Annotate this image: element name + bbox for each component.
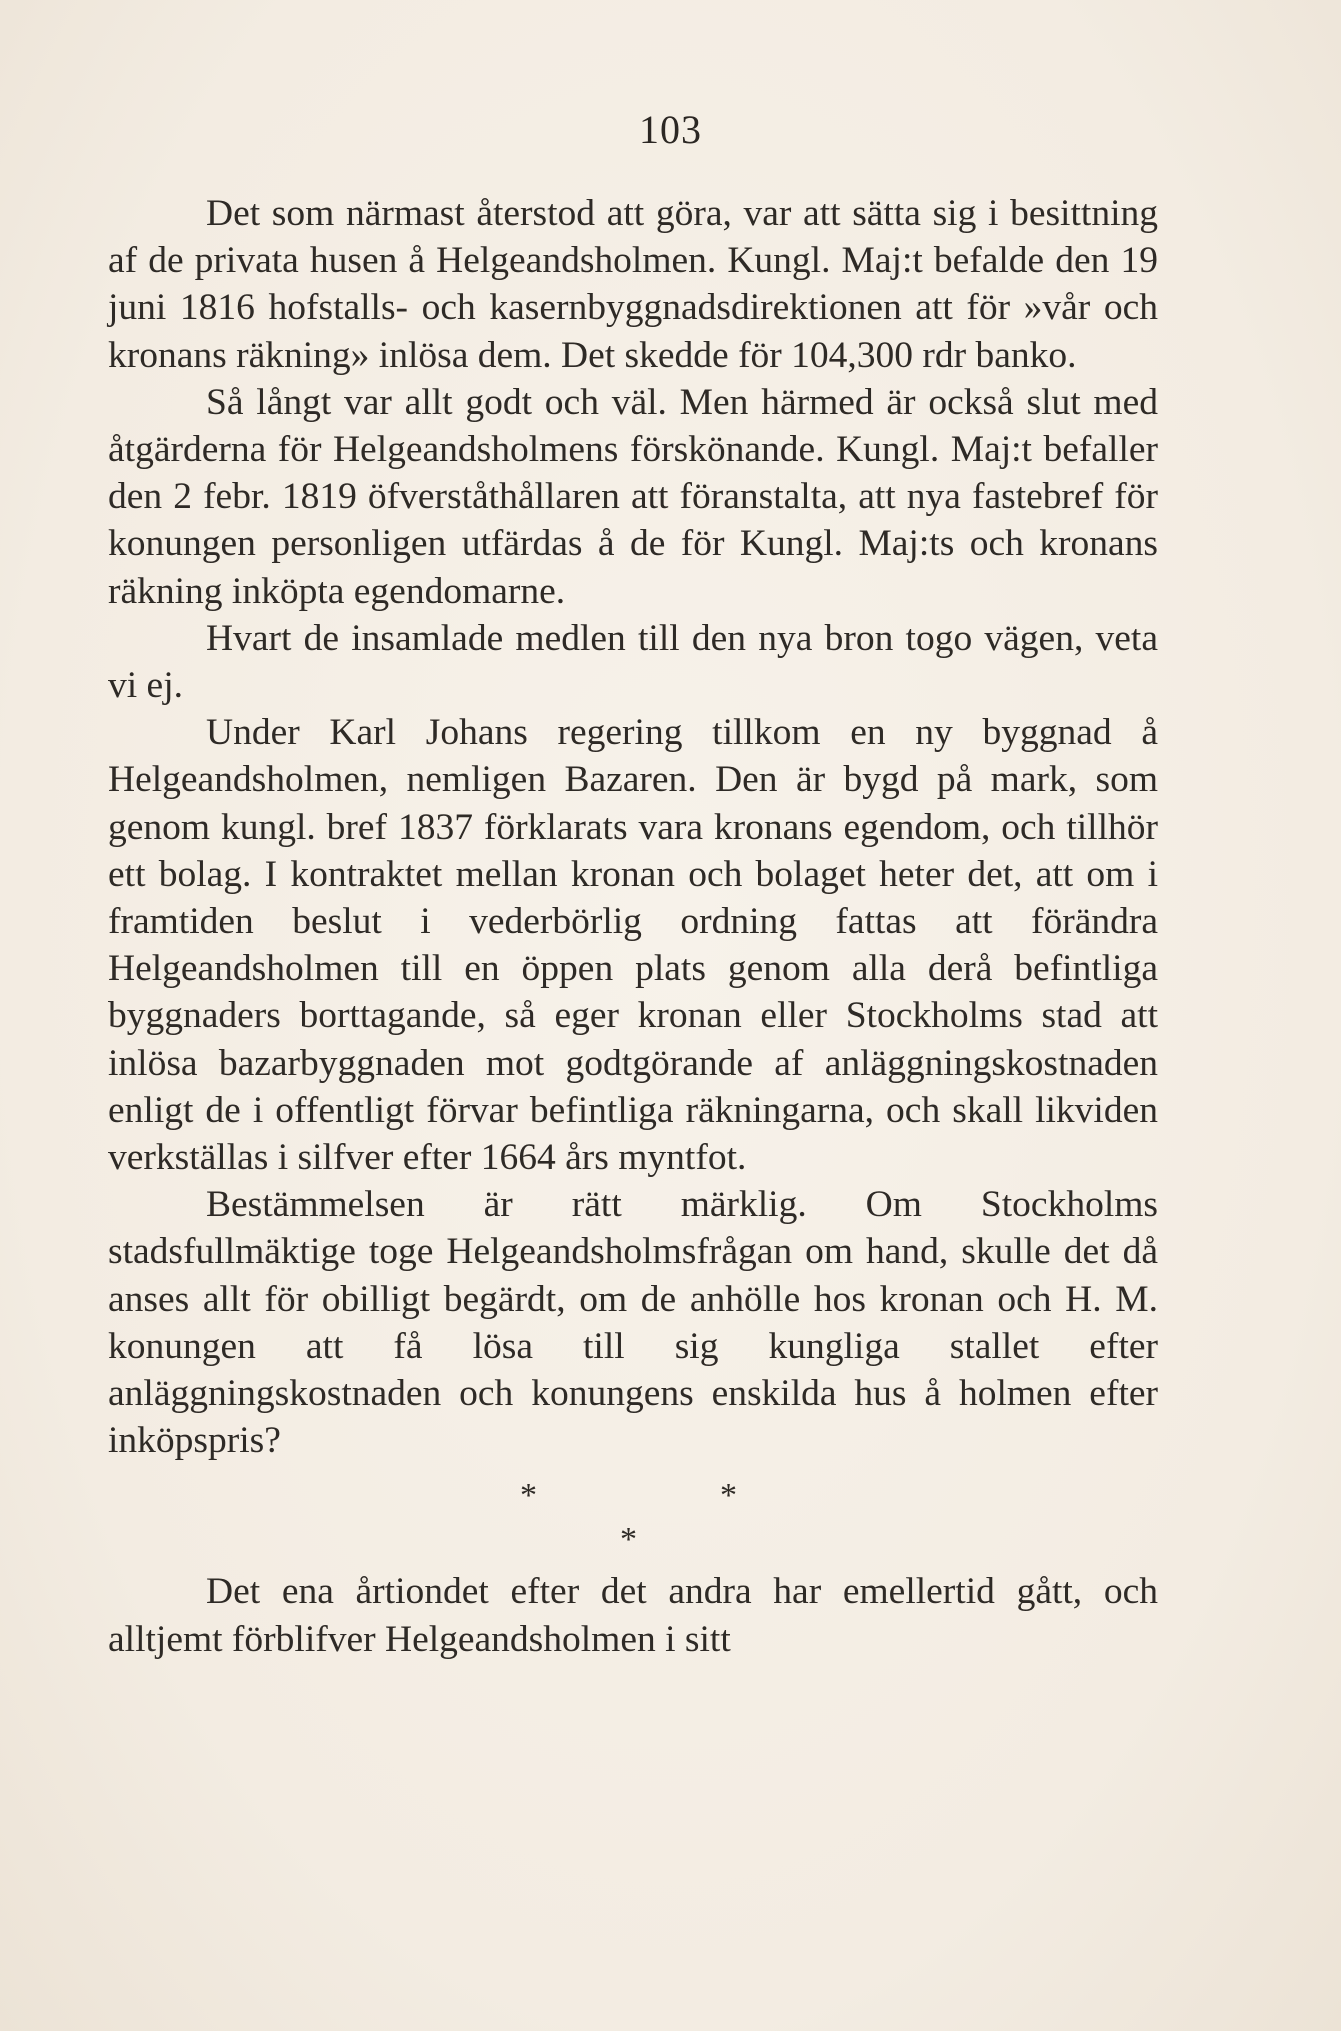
paragraph-4: Under Karl Johans regering tillkom en ny byggnad å Helgeandsholmen, nemligen Bazaren. Den är bygd på mark, som genom kungl. bref 1837 förklarats vara kronans egendom, och tillhör ett bolag. I kontraktet mellan kronan och bolaget heter det, att om i framtiden beslut i vederbörlig ordning fattas att förändra Helgeandsholmen till en öppen plats genom alla derå befintliga byggnaders borttagande, så eger kronan eller Stockholms stad att inlösa bazarbyggnaden mot godtgörande af anläggningskostnaden enligt de i offentligt förvar befintliga räkningarna, och skall likviden verkställas i silfver efter 1664 års myntfot. <box>108 712 1158 1179</box>
page-number: 103 <box>639 107 702 152</box>
paragraph-3: Hvart de insamlade medlen till den nya bron togo vägen, veta vi ej. <box>108 617 1158 707</box>
asterisk-left: * <box>520 1477 537 1515</box>
asterisk-center: * <box>620 1521 637 1559</box>
asterisk-right: * <box>720 1477 737 1515</box>
paragraph-5: Bestämmelsen är rätt märklig. Om Stockholms stadsfullmäktige toge Helgeandsholmsfrågan om hand, skulle det då anses allt för obilligt begärdt, om de anhölle hos kronan och H. M. konungen att få lösa till sig kungliga stallet efter anläggningskostnaden och konungens enskilda hus å holmen efter inköpspris? <box>108 1184 1158 1462</box>
paragraph-2: Så långt var allt godt och väl. Men härmed är också slut med åtgärderna för Helgeandsholmens förskönande. Kungl. Maj:t befaller den 2 febr. 1819 öfverståthållaren att föranstalta, att nya fastebref för konungen personligen utfärdas å de för Kungl. Maj:ts och kronans räkning inköpta egendomarne. <box>108 381 1158 612</box>
body-text <box>108 190 1158 1663</box>
paragraph-1: Det som närmast återstod att göra, var att sätta sig i besittning af de privata husen å Helgeandsholmen. Kungl. Maj:t befalde den 19 juni 1816 hofstalls- och kasernbyggnadsdirektionen att för »vår och kronans räkning» inlösa dem. Det skedde för 104,300 rdr banko. <box>108 193 1158 376</box>
closing-paragraph: Det ena årtiondet efter det andra har emellertid gått, och alltjemt förblifver Helgeandsholmen i sitt <box>108 1571 1158 1660</box>
section-break-asterism <box>108 1464 1158 1568</box>
